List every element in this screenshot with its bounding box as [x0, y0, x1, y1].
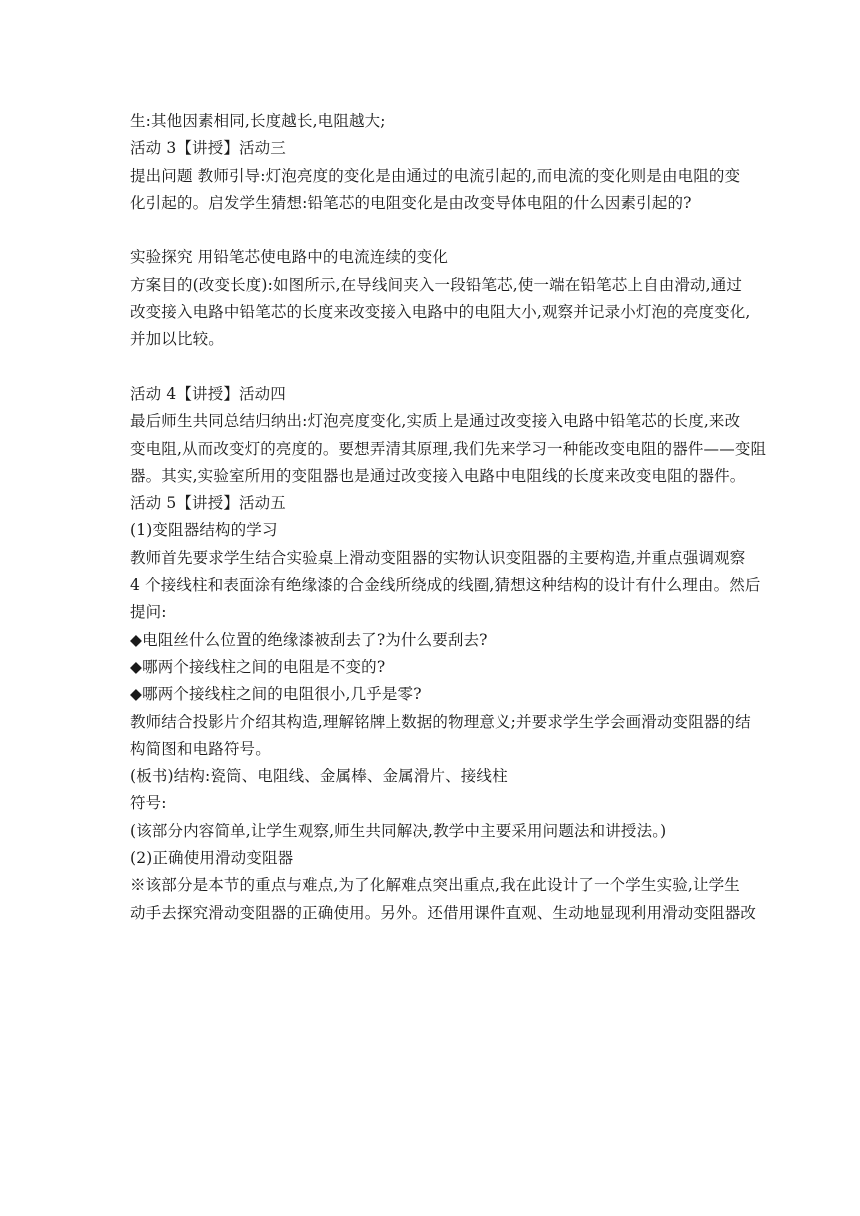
blank-line	[130, 217, 742, 244]
bullet-item: ◆哪两个接线柱之间的电阻很小,几乎是零?	[130, 685, 422, 704]
text-line: 提问:	[130, 603, 167, 622]
text-line: 改变接入电路中铅笔芯的长度来改变接入电路中的电阻大小,观察并记录小灯泡的亮度变化,	[130, 303, 751, 322]
activity-heading: 活动 4【讲授】活动四	[130, 384, 286, 403]
text-line: 变电阻,从而改变灯的亮度的。要想弄清其原理,我们先来学习一种能改变电阻的器件——变阻	[130, 439, 767, 458]
section-heading: (2)正确使用滑动变阻器	[130, 849, 294, 868]
section-heading: (1)变阻器结构的学习	[130, 521, 278, 540]
bullet-item: ◆电阻丝什么位置的绝缘漆被刮去了?为什么要刮去?	[130, 630, 488, 649]
text-line: 器。其实,实验室所用的变阻器也是通过改变接入电路中电阻线的长度来改变电阻的器件。	[130, 466, 746, 485]
text-line: 符号:	[130, 794, 167, 813]
text-line: 实验探究 用铅笔芯使电路中的电流连续的变化	[130, 248, 449, 267]
text-line: ※该部分是本节的重点与难点,为了化解难点突出重点,我在此设计了一个学生实验,让学生	[130, 876, 740, 895]
activity-heading: 活动 3【讲授】活动三	[130, 139, 286, 158]
text-line: 动手去探究滑动变阻器的正确使用。另外。还借用课件直观、生动地显现利用滑动变阻器改	[130, 903, 757, 922]
text-line: 构简图和电路符号。	[130, 739, 271, 758]
blank-line	[130, 354, 742, 381]
text-line: 最后师生共同总结归纳出:灯泡亮度变化,实质上是通过改变接入电路中铅笔芯的长度,来改	[130, 412, 741, 431]
text-line: 教师结合投影片介绍其构造,理解铭牌上数据的物理意义;并要求学生学会画滑动变阻器的结	[130, 712, 751, 731]
text-line: 教师首先要求学生结合实验桌上滑动变阻器的实物认识变阻器的主要构造,并重点强调观察	[130, 548, 746, 567]
activity-heading: 活动 5【讲授】活动五	[130, 494, 286, 513]
text-line: 并加以比较。	[130, 330, 224, 349]
text-line: 4 个接线柱和表面涂有绝缘漆的合金线所绕成的线圈,猜想这种结构的设计有什么理由。然后	[130, 576, 761, 595]
text-line: 方案目的(改变长度):如图所示,在导线间夹入一段铅笔芯,使一端在铅笔芯上自由滑动,通过	[130, 275, 743, 294]
text-line: 生:其他因素相同,长度越长,电阻越大;	[130, 112, 386, 130]
text-line: 提出问题 教师引导:灯泡亮度的变化是由通过的电流引起的,而电流的变化则是由电阻的变	[130, 166, 741, 185]
text-line: 化引起的。启发学生猜想:铅笔芯的电阻变化是由改变导体电阻的什么因素引起的?	[130, 193, 692, 212]
text-line: (板书)结构:瓷筒、电阻线、金属棒、金属滑片、接线柱	[130, 767, 508, 786]
bullet-item: ◆哪两个接线柱之间的电阻是不变的?	[130, 657, 386, 676]
document-body	[130, 108, 767, 927]
text-line: (该部分内容简单,让学生观察,师生共同解决,教学中主要采用问题法和讲授法。)	[130, 821, 667, 840]
